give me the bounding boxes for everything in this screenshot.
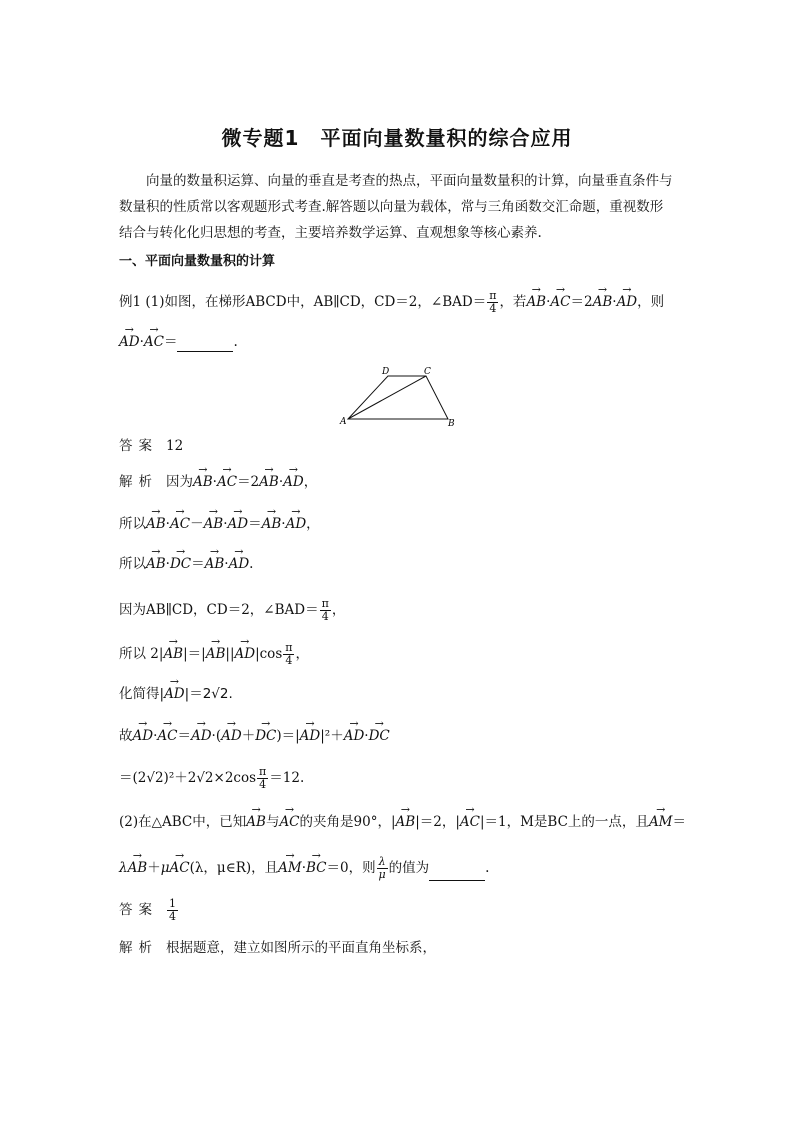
vector-AC: → AC — [144, 332, 164, 352]
problem-text: (1)如图，在梯形ABCD中，AB∥CD，CD＝2，∠BAD＝ — [145, 294, 487, 310]
vector-AB: → AB — [593, 292, 613, 312]
analysis2-line — [119, 938, 436, 958]
example1-part2-line1: (2)在△ABC中，已知→ AB与→ AC的夹角是90°，|→ AB|＝2，|→ AC|＝1，M是BC上的一点，且→ AM＝ — [119, 812, 686, 832]
analysis-line4: 因为AB∥CD，CD＝2，∠BAD＝ $\frac{\pi}{4}$ ， — [119, 597, 346, 623]
answer-blank — [177, 337, 233, 352]
problem-text: ，若 — [499, 294, 527, 310]
analysis-line3: 所以→ AB·→ DC＝→ AB·→ AD. — [119, 554, 253, 574]
analysis-line8: ＝(2√2)²＋2√2×2cos $\frac{\pi}{4}$ ＝12. — [119, 765, 305, 791]
label-B: B — [448, 419, 455, 429]
answer-value: 12 — [166, 438, 184, 454]
analysis-line7: 故→ AD·→ AC＝→ AD·(→ AD＋→ DC)＝|→ AD|²＋→ AD·→ DC — [119, 726, 390, 746]
pi-over-4-fraction: $\frac{\pi}{4}$ — [489, 289, 497, 315]
vector-AD: → AD — [119, 332, 140, 352]
answer-blank — [429, 866, 485, 881]
analysis-line6: 化简得|→ AD|＝2√2. — [119, 684, 233, 704]
label-C: C — [424, 367, 431, 377]
analysis-label: 解析 — [119, 474, 158, 490]
answer2-line — [119, 898, 179, 923]
vector-AC: → AC — [550, 292, 570, 312]
intro-paragraph — [119, 168, 675, 246]
answer-label: 答案 — [119, 902, 158, 918]
vector-AB: → AB — [526, 292, 546, 312]
label-D: D — [382, 367, 390, 377]
analysis-text: 根据题意，建立如图所示的平面直角坐标系， — [166, 940, 436, 956]
answer-fraction: $\frac{1}{4}$ — [169, 897, 176, 923]
example-label: 例1 — [119, 294, 142, 310]
intro-text: 向量的数量积运算、向量的垂直是考查的热点，平面向量数量积的计算，向量垂直条件与数量积的性质常以客观题形式考查.解答题以向量为载体，常与三角函数交汇命题，重视数形结合与转化化归思想的考查，主要培养数学运算、直观想象等核心素养. — [119, 173, 673, 241]
analysis-line1: 解析 因为→ AB·→ AC＝2→ AB·→ AD， — [119, 472, 317, 492]
problem-text: ＝ — [163, 334, 178, 350]
vector-AD: → AD — [617, 292, 638, 312]
analysis-line5: 所以 2|→ AB|＝|→ AB||→ AD|cos $\frac{\pi}{4}$ ， — [119, 642, 309, 667]
example1-part1-line1: 例1 (1)如图，在梯形ABCD中，AB∥CD，CD＝2，∠BAD＝ $\frac{\pi}{4}$ ，若→ AB·→ AC＝2→ AB·→ AD，则 — [119, 290, 664, 315]
section-heading: 一、平面向量数量积的计算 — [119, 254, 276, 269]
answer-label: 答案 — [119, 438, 158, 454]
example1-part2-line2: λ→ AB＋μ→ AC(λ，μ∈R)，且→ AM·→ BC＝0，则 $\frac{\lambda}{\mu}$ 的值为 . — [119, 856, 489, 881]
trapezoid-figure — [338, 362, 458, 430]
page-title: 微专题1 平面向量数量积的综合应用 — [221, 126, 573, 150]
example1-part1-line2: → AD·→ AC＝ . — [119, 332, 238, 352]
analysis-label: 解析 — [119, 940, 158, 956]
label-A: A — [340, 417, 347, 427]
analysis-line2: 所以→ AB·→ AC－→ AB·→ AD＝→ AB·→ AD， — [119, 514, 320, 534]
answer1-line — [119, 436, 183, 456]
problem-text: ，则 — [637, 294, 665, 310]
